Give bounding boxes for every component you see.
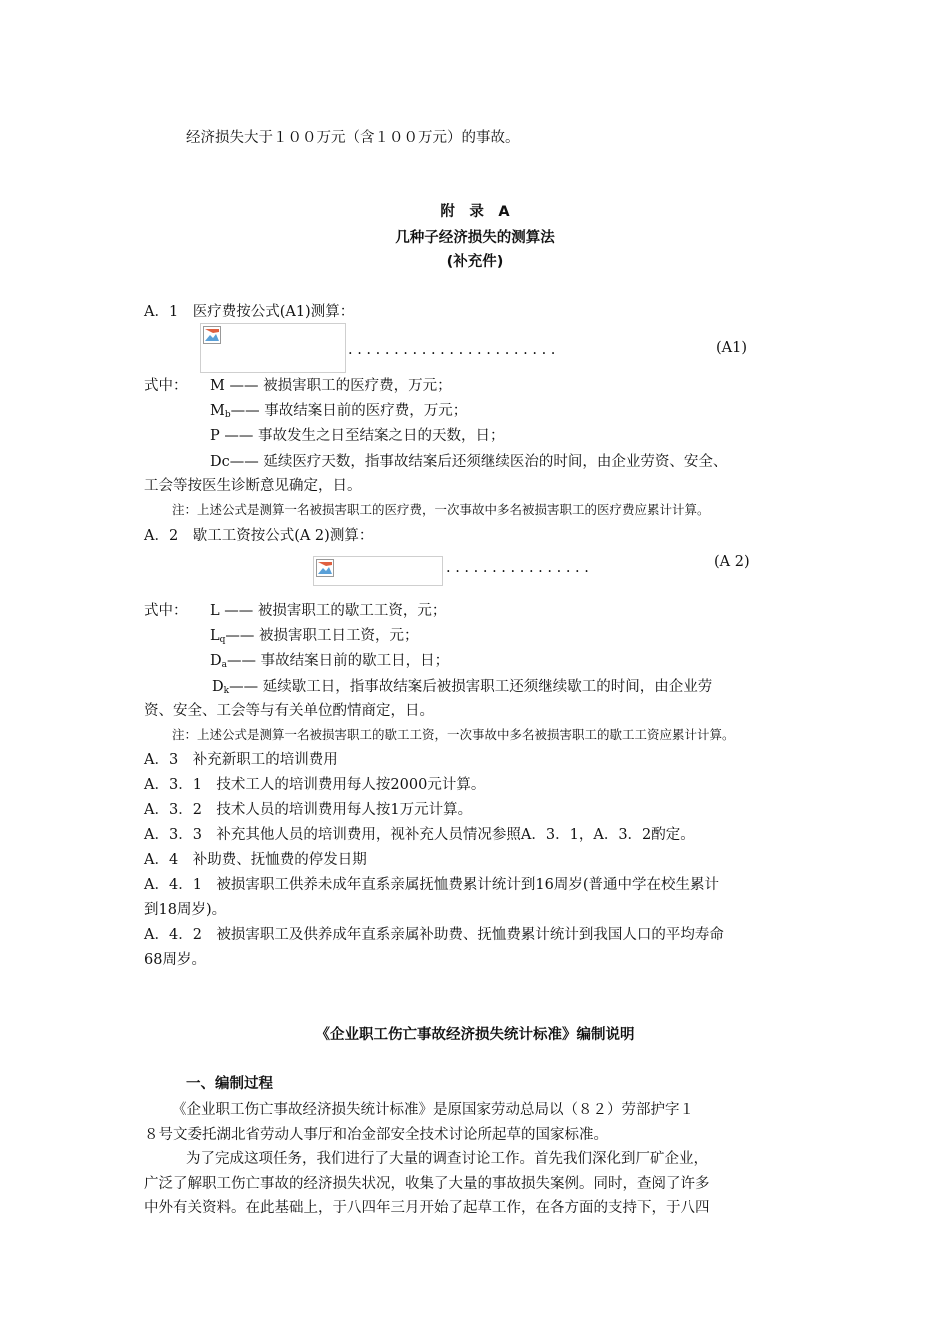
formula-a1-image bbox=[200, 323, 346, 373]
a2-heading: A．2 歇工工资按公式(A 2)测算： bbox=[144, 528, 374, 544]
a1-continuation: 工会等按医生诊断意见确定，日。 bbox=[144, 478, 362, 494]
paragraph-a4-2: A．4．2 被损害职工及供养成年直系亲属补助费、抚恤费累计统计到我国人口的平均寿命 bbox=[144, 927, 724, 943]
subsection-title: 一、编制过程 bbox=[186, 1076, 273, 1092]
a2-note: 注：上述公式是测算一名被损害职工的歇工工资，一次事故中多名被损害职工的歇工工资应累计计算。 bbox=[172, 727, 735, 742]
body-line-3: 为了完成这项任务，我们进行了大量的调查讨论工作。首先我们深化到厂矿企业， bbox=[186, 1151, 708, 1167]
body-line-2: ８号文委托湖北省劳动人事厅和冶金部安全技术讨论所起草的国家标准。 bbox=[144, 1127, 608, 1143]
formula-a2-image bbox=[313, 556, 443, 586]
body-line-5: 中外有关资料。在此基础上，于八四年三月开始了起草工作，在各方面的支持下，于八四 bbox=[144, 1200, 710, 1216]
paragraph-a4-2-cont: 68周岁。 bbox=[144, 952, 206, 968]
a1-where: 式中： bbox=[144, 378, 188, 394]
text-line-top: 经济损失大于１００万元（含１００万元）的事故。 bbox=[186, 130, 520, 146]
appendix-title: 几种子经济损失的测算法 bbox=[395, 230, 555, 246]
body-line-1: 《企业职工伤亡事故经济损失统计标准》是原国家劳动总局以（８２）劳部护字１ bbox=[172, 1102, 694, 1118]
a1-var-m: M —— 被损害职工的医疗费，万元； bbox=[210, 378, 452, 394]
paragraph-a4: A．4 补助费、抚恤费的停发日期 bbox=[144, 852, 367, 868]
a1-dots: . . . . . . . . . . . . . . . . . . . . . . . bbox=[348, 342, 556, 358]
paragraph-a3: A．3 补充新职工的培训费用 bbox=[144, 752, 338, 768]
a2-continuation: 资、安全、工会等与有关单位酌情商定，日。 bbox=[144, 703, 434, 719]
paragraph-a3-1: A．3．1 技术工人的培训费用每人按2000元计算。 bbox=[144, 777, 486, 793]
a1-equation-number: (A1) bbox=[716, 340, 748, 356]
a2-var-l: L —— 被损害职工的歇工工资，元； bbox=[210, 603, 447, 619]
a1-var-p: P —— 事故发生之日至结案之日的天数，日； bbox=[210, 428, 505, 444]
paragraph-a3-3: A．3．3 补充其他人员的培训费用，视补充人员情况参照A．3．1，A．3．2酌定。 bbox=[144, 827, 695, 843]
a2-equation-number: (A 2) bbox=[714, 554, 750, 570]
a2-where: 式中： bbox=[144, 603, 188, 619]
paragraph-a4-1-cont: 到18周岁)。 bbox=[144, 902, 227, 918]
a1-heading: A．1 医疗费按公式(A1)测算： bbox=[144, 304, 355, 320]
a2-var-da: $D_a——$ 事故结案日前的歇工日，日； bbox=[210, 653, 450, 670]
appendix-label: 附 录 A bbox=[440, 204, 510, 220]
a1-note: 注：上述公式是测算一名被损害职工的医疗费，一次事故中多名被损害职工的医疗费应累计计算。 bbox=[172, 502, 710, 517]
a1-var-mb: $M_b——$ 事故结案日前的医疗费，万元； bbox=[210, 403, 468, 420]
body-line-4: 广泛了解职工伤亡事故的经济损失状况，收集了大量的事故损失案例。同时，查阅了许多 bbox=[144, 1176, 710, 1192]
a2-var-lq: $L_q——$ 被损害职工日工资，元； bbox=[210, 628, 419, 645]
a2-dots: . . . . . . . . . . . . . . . . bbox=[446, 560, 589, 576]
section-title: 《企业职工伤亡事故经济损失统计标准》编制说明 bbox=[315, 1027, 635, 1043]
paragraph-a3-2: A．3．2 技术人员的培训费用每人按1万元计算。 bbox=[144, 802, 473, 818]
a2-var-dk: $D_k——$ 延续歇工日，指事故结案后被损害职工还须继续歇工的时间，由企业劳 bbox=[212, 679, 713, 696]
broken-image-icon bbox=[203, 326, 221, 344]
paragraph-a4-1: A．4．1 被损害职工供养未成年直系亲属抚恤费累计统计到16周岁(普通中学在校生累计 bbox=[144, 877, 720, 893]
appendix-subtitle: (补充件) bbox=[446, 254, 504, 270]
broken-image-icon bbox=[316, 559, 334, 577]
a1-var-dc: Dc—— 延续医疗天数，指事故结案后还须继续医治的时间，由企业劳资、安全、 bbox=[210, 454, 728, 470]
